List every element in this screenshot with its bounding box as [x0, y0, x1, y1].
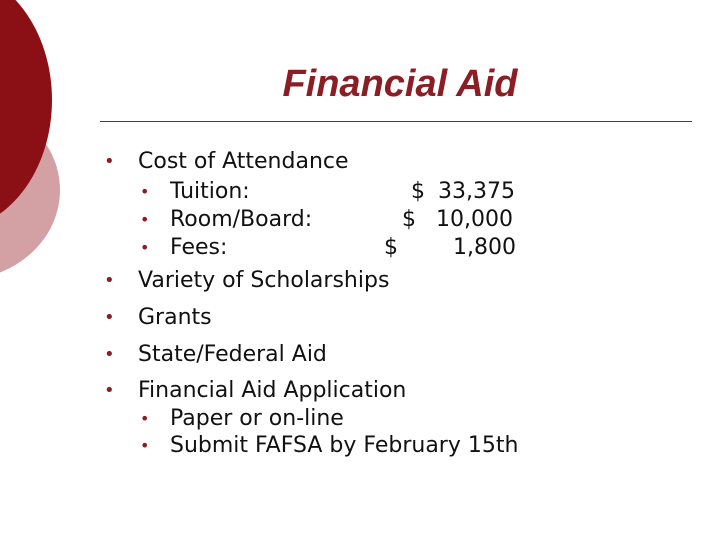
bullet-icon: •: [140, 182, 150, 201]
bullet-icon: •: [104, 344, 115, 365]
sub-item-label: Tuition:: [170, 179, 250, 204]
bullet-icon: •: [140, 409, 150, 428]
amount-value: 10,000: [436, 207, 513, 232]
bullet-icon: •: [104, 380, 115, 401]
slide-title: Financial Aid: [282, 63, 518, 105]
list-item-label: Grants: [138, 305, 212, 330]
bullet-icon: •: [104, 270, 115, 291]
sub-item-label: Submit FAFSA by February 15th: [170, 433, 519, 458]
list-item-label: Financial Aid Application: [138, 378, 407, 403]
list-item-label: State/Federal Aid: [138, 342, 327, 367]
currency-symbol: $: [384, 235, 398, 260]
bullet-icon: •: [140, 210, 150, 229]
title-divider: [100, 121, 692, 122]
list-item-label: Cost of Attendance: [138, 149, 349, 174]
bullet-icon: •: [104, 307, 115, 328]
currency-symbol: $: [411, 179, 425, 204]
bullet-icon: •: [104, 151, 115, 172]
sub-item-label: Fees:: [170, 235, 228, 260]
bullet-icon: •: [140, 238, 150, 257]
amount-value: 33,375: [438, 179, 515, 204]
list-item-label: Variety of Scholarships: [138, 268, 390, 293]
amount-value: 1,800: [453, 235, 516, 260]
sub-item-label: Paper or on-line: [170, 406, 344, 431]
bullet-icon: •: [140, 436, 150, 455]
sub-item-label: Room/Board:: [170, 207, 313, 232]
currency-symbol: $: [402, 207, 416, 232]
